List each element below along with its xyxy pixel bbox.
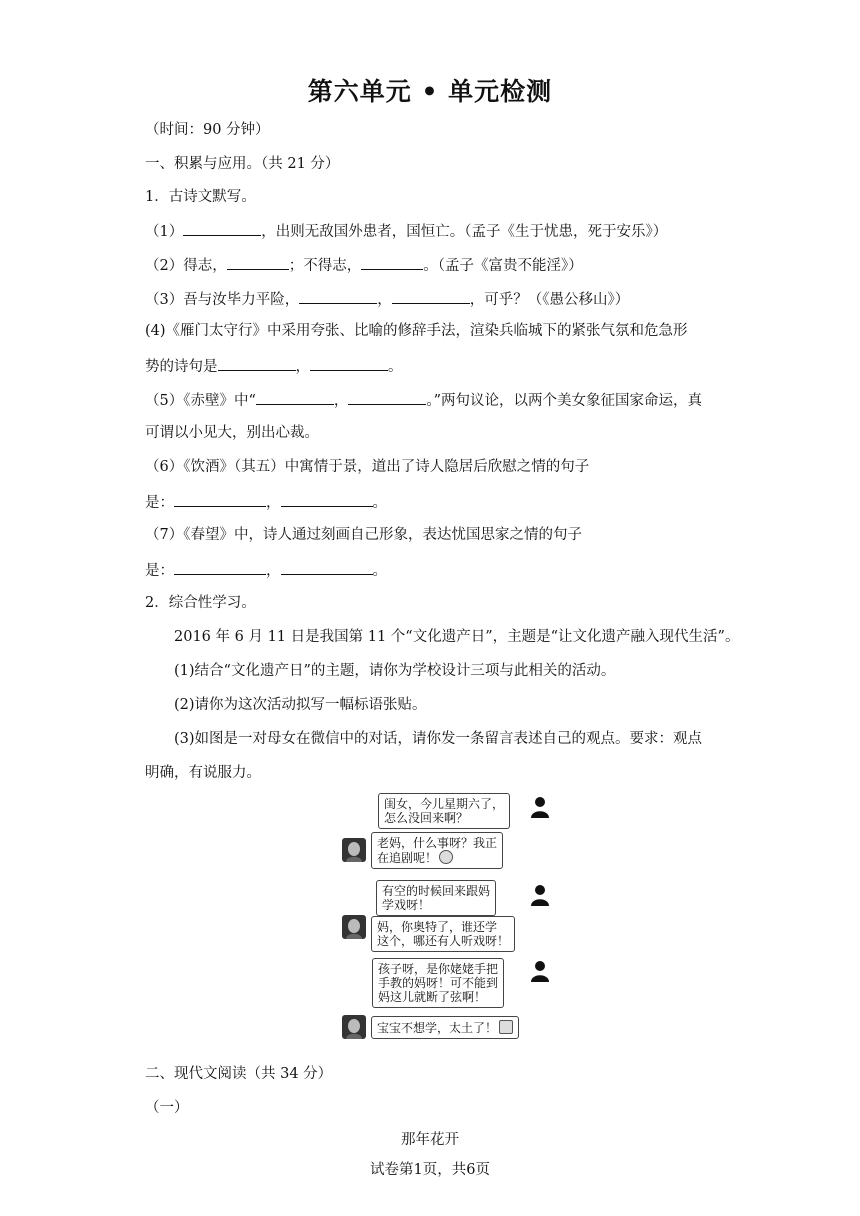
q2-part-2: (2)请你为这次活动拟写一幅标语张贴。 (174, 697, 427, 713)
page-title: 第六单元 • 单元检测 (307, 77, 553, 106)
q1-item-3 (145, 288, 629, 310)
laughing-emoji-icon (499, 1020, 513, 1034)
section-1-heading: 一、积累与应用。（共 21 分） (145, 156, 340, 172)
q1-item-6-line-2 (145, 491, 387, 513)
chat-message-mother-3: 孩子呀，是你姥姥手把 手教的妈呀！可不能到 妈这儿就断了弦啊！ (372, 958, 504, 1008)
q1-item-1 (145, 220, 667, 242)
mother-avatar-icon (528, 958, 552, 982)
chat-message-daughter-2: 妈，你奥特了，谁还学 这个，哪还有人听戏呀！ (371, 916, 515, 952)
page-footer: 试卷第1页，共6页 (370, 1162, 490, 1178)
q2-intro: 2016 年 6 月 11 日是我国第 11 个“文化遗产日”，主题是“让文化遗产融入现代生活”。 (174, 629, 740, 645)
answer-blank[interactable] (361, 254, 423, 270)
q1-item-1-text: ，出则无敌国外患者，国恒亡。（孟子《生于忧患，死于安乐》） (261, 224, 668, 240)
answer-blank[interactable] (348, 389, 426, 405)
q1-item-6-text-c: 。 (372, 495, 387, 511)
answer-blank[interactable] (227, 254, 289, 270)
chat-message-daughter-3 (371, 1016, 519, 1039)
q1-item-2 (145, 254, 583, 276)
q1-item-2-text-a: （2）得志， (145, 258, 227, 274)
answer-blank[interactable] (256, 389, 334, 405)
q1-item-3-text-a: （3）吾与汝毕力平险， (145, 292, 300, 308)
answer-blank[interactable] (174, 491, 266, 507)
q1-item-1-prefix: （1） (145, 224, 184, 240)
q1-item-2-text-b: ；不得志， (288, 258, 362, 274)
answer-blank[interactable] (183, 220, 261, 236)
wechat-conversation-image (338, 788, 558, 1044)
answer-blank[interactable] (392, 288, 470, 304)
q1-item-5-line-2: 可谓以小见大，别出心裁。 (145, 425, 319, 441)
q2-part-3-line-1: (3)如图是一对母女在微信中的对话，请你发一条留言表述自己的观点。要求：观点 (174, 731, 703, 747)
q1-item-3-text-b: ， (377, 292, 392, 308)
q1-item-6-text-b: ， (266, 495, 281, 511)
daughter-avatar-icon (342, 915, 366, 939)
q1-item-4-line-1: (4)《雁门太守行》中采用夸张、比喻的修辞手法，渲染兵临城下的紧张气氛和危急形 (145, 323, 688, 339)
q1-item-4-line-2 (145, 355, 403, 377)
daughter-avatar-icon (342, 838, 366, 862)
q1-item-7-line-2 (145, 559, 387, 581)
q1-item-2-text-c: 。（孟子《富贵不能淫》） (423, 258, 583, 274)
q1-item-6-text-a: 是： (145, 495, 174, 511)
section-2-part-label: （一） (145, 1100, 189, 1116)
q1-item-5-text-c: 。”两句议论，以两个美女象征国家命运，真 (426, 393, 703, 409)
answer-blank[interactable] (299, 288, 377, 304)
q1-item-4-text-c: 。 (388, 359, 403, 375)
q1-item-7-text-a: 是： (145, 563, 174, 579)
question-1-heading: 1．古诗文默写。 (145, 189, 256, 205)
chat-message-daughter-3-text: 宝宝不想学，太土了！ (377, 1021, 498, 1035)
q1-item-5-line-1 (145, 389, 702, 411)
chat-message-daughter-1-text: 老妈，什么事呀？我正 在追剧呢！ (377, 836, 498, 865)
q1-item-7-text-c: 。 (372, 563, 387, 579)
smile-emoji-icon (439, 850, 453, 864)
mother-avatar-icon (528, 882, 552, 906)
q1-item-7-line-1: （7）《春望》中，诗人通过刻画自己形象，表达忧国思家之情的句子 (145, 527, 582, 543)
q1-item-5-text-b: ， (333, 393, 349, 409)
section-2-heading: 二、现代文阅读（共 34 分） (145, 1066, 333, 1082)
answer-blank[interactable] (281, 559, 373, 575)
chat-message-mother-2: 有空的时候回来跟妈 学戏呀！ (376, 880, 496, 916)
mother-avatar-icon (528, 794, 552, 818)
answer-blank[interactable] (310, 355, 388, 371)
answer-blank[interactable] (281, 491, 373, 507)
q1-item-3-text-c: ，可乎？（《愚公移山》） (469, 292, 630, 308)
answer-blank[interactable] (174, 559, 266, 575)
chat-message-mother-1: 闺女，今儿星期六了， 怎么没回来啊？ (378, 793, 510, 829)
q2-part-3-line-2: 明确，有说服力。 (145, 765, 261, 781)
q1-item-6-line-1: （6）《饮酒》（其五）中寓情于景，道出了诗人隐居后欣慰之情的句子 (145, 459, 590, 475)
article-title: 那年花开 (401, 1132, 459, 1148)
question-2-heading: 2．综合性学习。 (145, 595, 256, 611)
q1-item-4-text-b: ， (295, 359, 310, 375)
q1-item-4-text-a: 势的诗句是 (145, 359, 218, 375)
answer-blank[interactable] (218, 355, 296, 371)
chat-message-daughter-1 (371, 832, 503, 869)
daughter-avatar-icon (342, 1015, 366, 1039)
q2-part-1: (1)结合“文化遗产日”的主题，请你为学校设计三项与此相关的活动。 (174, 663, 616, 679)
q1-item-5-text-a: （5）《赤壁》中“ (145, 393, 256, 409)
q1-item-7-text-b: ， (266, 563, 281, 579)
time-limit: （时间：90 分钟） (145, 122, 270, 138)
